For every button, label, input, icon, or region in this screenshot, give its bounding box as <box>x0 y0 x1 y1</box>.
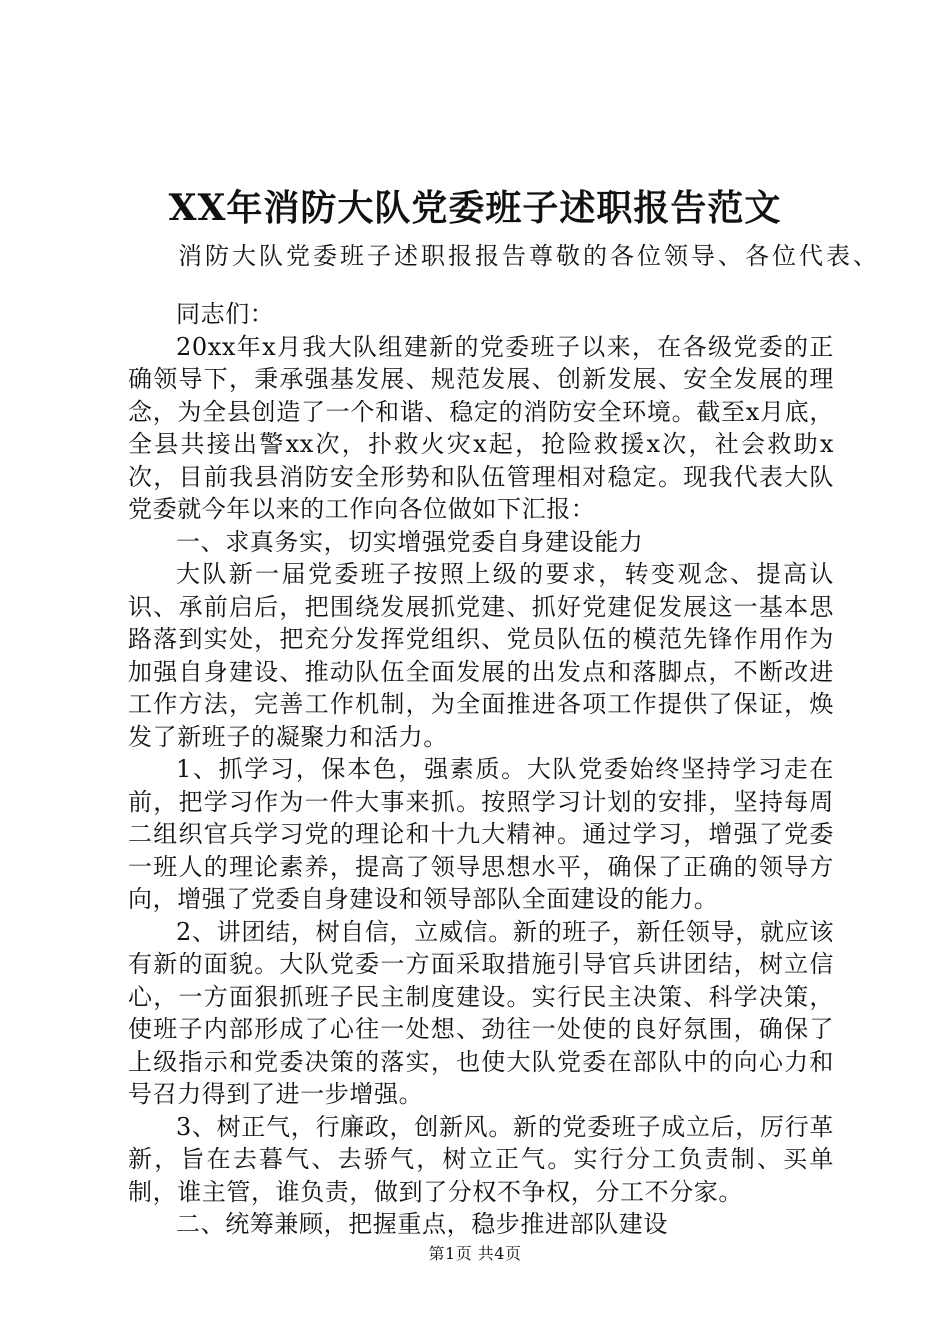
page-footer: 第1页 共4页 <box>428 1244 522 1263</box>
salutation: 同志们： <box>176 300 275 328</box>
intro-line: 消防大队党委班子述职报报告尊敬的各位领导、各位代表、 <box>178 242 880 270</box>
section-heading-1: 一、求真务实，切实增强党委自身建设能力 <box>176 527 644 556</box>
paragraph-opening: 20xx年x月我大队组建新的党委班子以来，在各级党委的正确领导下，秉承强基发展、规范发展、创新发展、安全发展的理念，为全县创造了一个和谐、稳定的消防安全环境。截至x月底，全县共接出警xx次，扑救火灾x起，抢险救援x次，社会救助x次，目前我县消防安全形势和队伍管理相对稳定。现我代表大队党委就今年以来的工作向各位做如下汇报： <box>128 332 834 523</box>
document-body <box>128 298 834 1241</box>
paragraph-item-2: 2、讲团结，树自信，立威信。新的班子，新任领导，就应该有新的面貌。大队党委一方面采取措施引导官兵讲团结，树立信心，一方面狠抓班子民主制度建设。实行民主决策、科学决策，使班子内部形成了心往一处想、劲往一处使的良好氛围，确保了上级指示和党委决策的落实，也使大队党委在部队中的向心力和号召力得到了进一步增强。 <box>128 917 834 1108</box>
document-title: XX年消防大队党委班子述职报告范文 <box>168 187 782 229</box>
paragraph-item-3: 3、树正气，行廉政，创新风。新的党委班子成立后，厉行革新，旨在去暮气、去骄气，树立正气。实行分工负责制、买单制，谁主管，谁负责，做到了分权不争权，分工不分家。 <box>128 1112 834 1206</box>
section-heading-2: 二、统筹兼顾，把握重点，稳步推进部队建设 <box>176 1210 668 1238</box>
paragraph-item-1: 1、抓学习，保本色，强素质。大队党委始终坚持学习走在前，把学习作为一件大事来抓。按照学习计划的安排，坚持每周二组织官兵学习党的理论和十九大精神。通过学习，增强了党委一班人的理论素养，提高了领导思想水平，确保了正确的领导方向，增强了党委自身建设和领导部队全面建设的能力。 <box>128 755 834 913</box>
paragraph-section-1: 大队新一届党委班子按照上级的要求，转变观念、提高认识、承前启后，把围绕发展抓党建、抓好党建促发展这一基本思路落到实处，把充分发挥党组织、党员队伍的模范先锋作用作为加强自身建设、推动队伍全面发展的出发点和落脚点，不断改进工作方法，完善工作机制，为全面推进各项工作提供了保证，焕发了新班子的凝聚力和活力。 <box>128 560 834 751</box>
